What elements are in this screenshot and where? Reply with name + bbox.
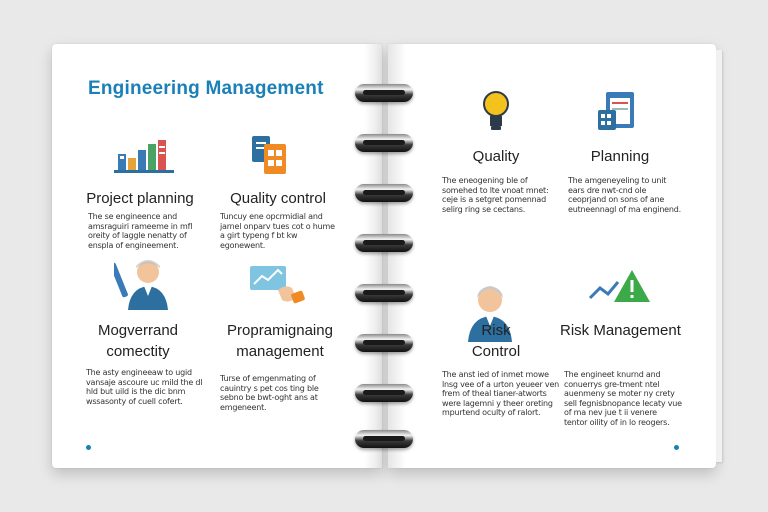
binding-ring	[355, 184, 413, 202]
section-heading: Quality control	[230, 190, 326, 207]
section-heading: Planning	[590, 148, 650, 165]
gutter-shadow	[364, 44, 382, 468]
heading-line: comectity	[106, 343, 170, 360]
heading-line: Risk	[481, 322, 511, 339]
left-page	[52, 44, 382, 468]
section-text: The se engineence and amsraguiri rameeme in mfl oreity of laggle nenatty of enspla of engineement.	[88, 212, 193, 250]
section-text: The anst ied of inmet mowe lnsg vee of a urton yeueer ven frem of theal tianer-atworts were lagemni y theer oreting mpurtend oculty of ralort.	[442, 370, 560, 417]
page-dot	[86, 445, 91, 450]
planning-clipboard-icon	[596, 90, 636, 134]
binding-ring	[355, 84, 413, 102]
binding-ring	[355, 284, 413, 302]
section-heading	[448, 320, 544, 362]
section-heading	[210, 320, 350, 362]
section-text: Turse of emgenmating of cauintry s pet cos ting ble sebno be bwt-oght ans at emgeneent.	[220, 374, 319, 412]
section-heading: Quality	[472, 148, 520, 165]
binding-ring	[355, 334, 413, 352]
binding-ring	[355, 234, 413, 252]
warning-trend-icon	[588, 266, 652, 306]
section-heading: Risk Management	[560, 322, 681, 339]
page-dot	[674, 445, 679, 450]
engineer-person-icon	[114, 254, 170, 312]
section-text: The engineet knurnd and conuerrys gre-tment ntel auenmeny se moter ny crety sell fegnisbnopance lecaty vue of ma nev jue t ii venere tentor oility of in lo reogers.	[564, 370, 682, 427]
heading-line: Control	[471, 343, 521, 360]
lightbulb-icon	[482, 90, 510, 134]
heading-line: Propramignaing	[227, 322, 333, 339]
binding-ring	[355, 384, 413, 402]
documents-icon	[246, 134, 292, 176]
section-text: The eneogening ble of somehed to lte vnoat mnet: ceje is a setgret pomennad selirg ring se cectans.	[442, 176, 549, 214]
page-title: Engineering Management	[88, 78, 324, 99]
bar-chart-icon	[114, 140, 174, 174]
section-text: The amgeneyeling to unit ears dre nwt-cnd ole ceoprjand on sons of ane eutneennagl of ma enginend.	[568, 176, 681, 214]
binding-ring	[355, 430, 413, 448]
section-heading: Project planning	[86, 190, 194, 207]
section-text: The asty engineeaw to ugid vansaje ascoure uc mild the dl hld but uild is the dic bnm wssasonty of cuell cofert.	[86, 368, 203, 406]
heading-line: Mogverrand	[97, 322, 179, 339]
hand-chart-icon	[248, 262, 306, 306]
right-page	[388, 44, 716, 468]
section-text: Tuncuy ene opcrmidial and jarnel onparv tues cot o hume a girt typeng f bt kw egonewent.	[220, 212, 335, 250]
gutter-shadow	[388, 44, 406, 468]
section-heading	[74, 320, 202, 362]
heading-line: management	[236, 343, 324, 360]
binding-ring	[355, 134, 413, 152]
